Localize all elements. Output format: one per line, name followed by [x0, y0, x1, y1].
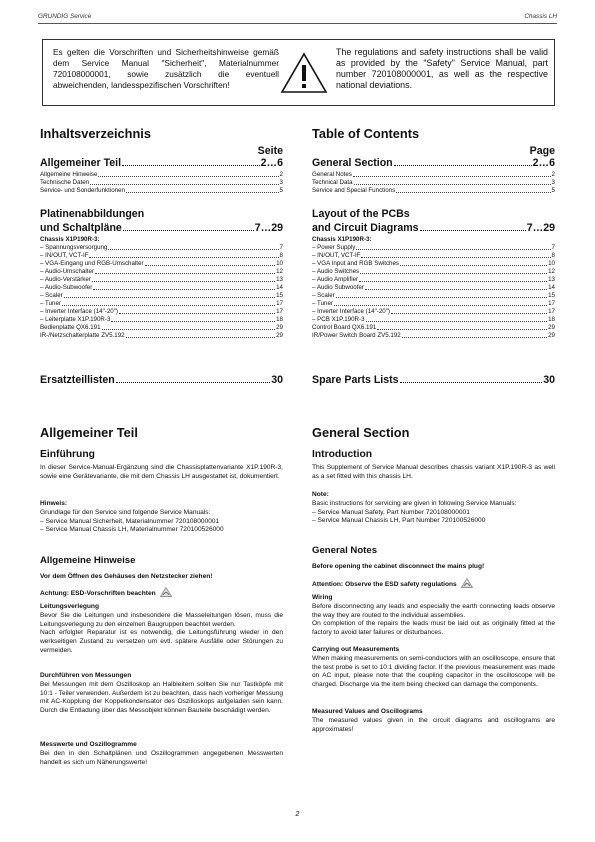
toc-item[interactable]: – Audio-Umschalter 12	[40, 268, 283, 275]
esd-icon	[160, 587, 172, 597]
safety-notice-de: Es gelten die Vorschriften und Sicherheitshinweise gemäß dem Service Manual "Sicherheit", Materialnummer 720108000001, sowie zusätzlich die eventuell abweichenden, landesspezifischen Vorschriften!	[53, 47, 279, 90]
toc-item[interactable]: Technical Data 3	[312, 179, 555, 186]
measured-values-block: Measured Values and Oscillograms The measured values given in the circuit diagrams and oscillograms are approximates!	[312, 708, 555, 733]
measurements-block: Carrying out Measurements When making measurements on semi-conductors with an oscilloscope, ensure that the test probe is set to 10:1 dividing factor. If the previous measurement was made on AC input, please note that the coupling capacitor in the oscilloscope will be charged. Discharge via the item being checked can damage the components.	[312, 646, 555, 689]
toc-item[interactable]: – IN/OUT, VCT-IF 8	[312, 252, 555, 259]
list-item: – Service Manual Safety, Part Number 720108000001	[312, 508, 470, 516]
wiring-block: Leitungsverlegung Bevor Sie die Leitungen und insbesondere die Masseleitungen lösen, muss die Leitungsverlegung zu den einzelnen Baugruppen beachtet werden. Nach erfolgter Reparatur ist es notwendig, die Leitungsführung wieder in den werkseitigen Zustand zu versetzen um evtl. spätere Ausfälle oder Störungen zu vermeiden.	[40, 603, 283, 654]
note-block	[312, 491, 555, 526]
toc-section-title-line1: Platinenabbildungen	[40, 208, 145, 220]
toc-item[interactable]: – Audio Amplifier 13	[312, 276, 555, 283]
toc-item[interactable]: – Audio Switches 12	[312, 268, 555, 275]
toc-item[interactable]: – VGA-Eingang und RGB-Umschalter 10	[40, 260, 283, 267]
section-title: General Section	[312, 425, 410, 440]
measured-values-block: Messwerte und Oszillogramme Bei den in den Schaltplänen und Oszillogrammen angegebenen Messwerten handelt es sich um Näherungswerte!	[40, 741, 283, 766]
toc-item[interactable]: – Leiterplatte X1P.190R-3 18	[40, 316, 283, 323]
toc-section[interactable]: Spare Parts Lists 30	[312, 374, 555, 386]
toc-section[interactable]: Allgemeiner Teil 2…6	[40, 157, 283, 169]
warning-triangle-icon	[280, 52, 328, 94]
list-item: – Service Manual Sicherheit, Materialnummer 720108000001	[40, 517, 220, 525]
toc-list	[40, 171, 283, 195]
toc-item[interactable]: – Power Supply 7	[312, 244, 555, 251]
intro-text: This Supplement of Service Manual describes chassis variant X1P.190R-3 as well as a set fitted with this chassis LH.	[312, 464, 555, 480]
page-number: 2	[295, 811, 300, 818]
toc-item[interactable]: Control Board QX6.191 29	[312, 324, 555, 331]
measurements-block: Durchführen von Messungen Bei Messungen mit dem Oszilloskop an Halbleitern sollten Sie nur Tastköpfe mit 10:1 - Teiler verwenden. Außerdem ist zu beachten, dass nach vorheriger Messung mit AC-Kopplung der Koppelkondensator des Oszilloskops aufgeladen sein kann. Durch die Entladung über das Messobjekt können Bauteile beschädigt werden.	[40, 672, 283, 715]
toc-item[interactable]: Service- und Sonderfunktionen 5	[40, 187, 283, 194]
toc-section[interactable]: and Circuit Diagrams 7…29	[312, 222, 555, 234]
toc-item[interactable]: Allgemeine Hinweise 2	[40, 171, 283, 178]
safety-notice-box	[42, 39, 555, 106]
subsection-title: Allgemeine Hinweise	[40, 555, 136, 566]
mains-plug-warning: Before opening the cabinet disconnect the mains plug!	[312, 563, 485, 570]
toc-item[interactable]: IR/Power Switch Board ZV5.192 29	[312, 332, 555, 339]
toc-item[interactable]: – IN/OUT, VCT-IF 8	[40, 252, 283, 259]
section-title: Allgemeiner Teil	[40, 425, 138, 440]
toc-title: Table of Contents	[312, 126, 420, 141]
toc-item[interactable]: – Scaler 15	[312, 292, 555, 299]
hint-label: Hinweis:	[40, 500, 68, 507]
header-right: Chassis LH	[524, 13, 557, 20]
toc-item[interactable]: – Tuner 17	[40, 300, 283, 307]
hint-block	[40, 500, 283, 535]
intro-text: In dieser Service-Manual-Ergänzung sind die Chassisplattenvariante X1P.190R-3, sowie eine Gerätevariante, die mit dem Chassis LH ausgestattet ist, dokumentiert.	[40, 464, 283, 480]
toc-page-label: Page	[529, 145, 555, 157]
toc-section-title-line1: Layout of the PCBs	[312, 208, 410, 220]
toc-item[interactable]: General Notes 2	[312, 171, 555, 178]
toc-item[interactable]: – Spannungsversorgung 7	[40, 244, 283, 251]
toc-item[interactable]: – Tuner 17	[312, 300, 555, 307]
safety-notice-en: The regulations and safety instructions shall be valid as provided by the "Safety" Service Manual, part number 720108000001, as well as the respective national deviations.	[336, 47, 548, 90]
toc-item[interactable]: IR-/Netzschalterplatte ZV5.192 29	[40, 332, 283, 339]
toc-section[interactable]: General Section 2…6	[312, 157, 555, 169]
toc-item[interactable]: – VGA Input and RGB Switches 10	[312, 260, 555, 267]
wiring-block: Wiring Before disconnecting any leads and especially the earth connecting leads observe the way they are routed to the individual assemblies. On completion of the repairs the leads must be laid out as originally fitted at the factory to avoid later failures or disturbances.	[312, 594, 555, 637]
toc-item[interactable]: – Scaler 15	[40, 292, 283, 299]
toc-chassis-label: Chassis X1P190R-3:	[40, 236, 100, 243]
page-header	[38, 13, 557, 20]
toc-title: Inhaltsverzeichnis	[40, 126, 151, 141]
header-divider	[38, 23, 557, 24]
toc-list	[40, 236, 283, 340]
list-item: – Service Manual Chassis LH, Part Number 720100526000	[312, 517, 486, 525]
toc-page-label: Seite	[257, 145, 283, 157]
esd-icon	[461, 578, 473, 588]
toc-chassis-label: Chassis X1P190R-3:	[312, 236, 372, 243]
toc-item[interactable]: – Inverter Interface (14"-20") 17	[312, 308, 555, 315]
note-label: Note:	[312, 491, 329, 498]
toc-item[interactable]: Service and Special Functions 5	[312, 187, 555, 194]
toc-item[interactable]: Bedienplatte QX6.191 29	[40, 324, 283, 331]
toc-section[interactable]: und Schaltpläne 7…29	[40, 222, 283, 234]
toc-list	[312, 236, 555, 340]
mains-plug-warning: Vor dem Öffnen des Gehäuses den Netzstecker ziehen!	[40, 573, 213, 580]
esd-warning: Achtung: ESD-Vorschriften beachten	[40, 587, 283, 599]
note-text: Basic instructions for servicing are given in following Service Manuals:	[312, 499, 517, 507]
toc-item[interactable]: – PCB X1P.190R-3 18	[312, 316, 555, 323]
header-left: GRUNDIG Service	[38, 13, 92, 20]
toc-item[interactable]: Technische Daten 3	[40, 179, 283, 186]
toc-item[interactable]: – Audio-Verstärker 13	[40, 276, 283, 283]
list-item: – Service Manual Chassis LH, Materialnummer 720100526000	[40, 526, 224, 534]
toc-list	[312, 171, 555, 195]
hint-text: Grundlage für den Service sind folgende Service Manuals:	[40, 508, 211, 516]
toc-item[interactable]: – Audio Subwoofer 14	[312, 284, 555, 291]
toc-item[interactable]: – Inverter Interface (14"-20") 17	[40, 308, 283, 315]
subsection-title: Introduction	[312, 449, 373, 460]
toc-item[interactable]: – Audio-Subwoofer 14	[40, 284, 283, 291]
toc-section[interactable]: Ersatzteillisten 30	[40, 374, 283, 386]
subsection-title: Einführung	[40, 449, 95, 460]
esd-warning: Attention: Observe the ESD safety regulations	[312, 578, 555, 590]
subsection-title: General Notes	[312, 545, 378, 556]
